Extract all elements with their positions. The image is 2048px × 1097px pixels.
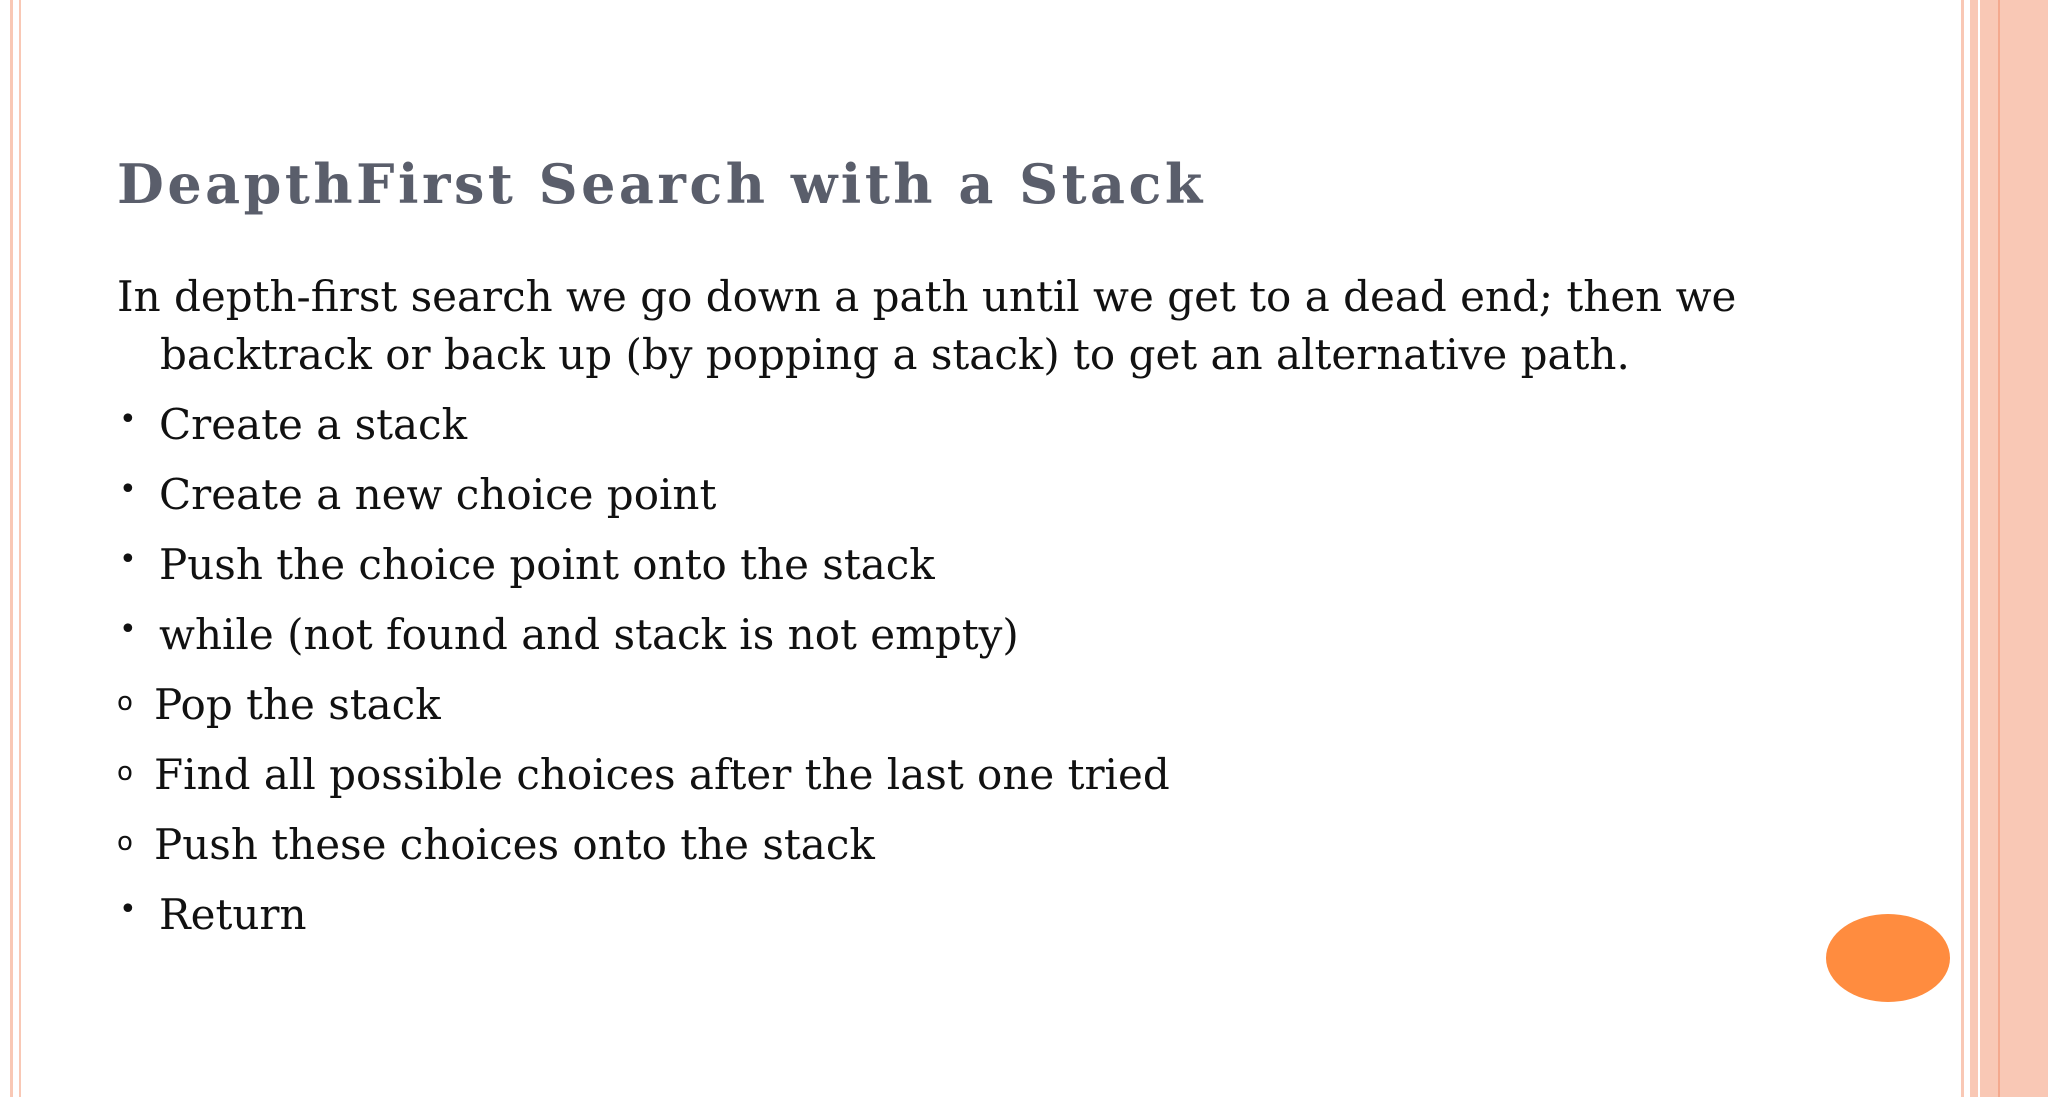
list-item-text: Find all possible choices after the last one tried	[154, 750, 1170, 799]
list-item-text: Push these choices onto the stack	[154, 820, 875, 869]
left-border-line-inner	[19, 0, 21, 1097]
bullet-icon: •	[119, 542, 137, 577]
list-item	[117, 530, 1817, 600]
list-item-text: while (not found and stack is not empty)	[159, 610, 1019, 659]
circle-bullet-icon: o	[117, 687, 133, 717]
left-border-line	[10, 0, 13, 1097]
slide-title: DeapthFirst Search with a Stack	[117, 152, 1206, 216]
list-item-text: Push the choice point onto the stack	[159, 540, 935, 589]
list-item	[117, 390, 1817, 460]
list-item	[117, 810, 1817, 880]
slide-body	[117, 268, 1817, 950]
intro-paragraph: In depth-first search we go down a path until we get to a dead end; then we backtrack or back up (by popping a stack) to get an alternative path.	[117, 272, 1737, 379]
right-border-band	[1970, 0, 1978, 1097]
right-border-line	[1961, 0, 1964, 1097]
list-item	[117, 740, 1817, 810]
list-item-text: Create a new choice point	[159, 470, 717, 519]
bullet-icon: •	[119, 612, 137, 647]
circle-bullet-icon: o	[117, 827, 133, 857]
list-item	[117, 600, 1817, 670]
list-item-text: Pop the stack	[154, 680, 441, 729]
bullet-icon: •	[119, 402, 137, 437]
bullet-icon: •	[119, 892, 137, 927]
list-item	[117, 670, 1817, 740]
list-item	[117, 460, 1817, 530]
circle-bullet-icon: o	[117, 757, 133, 787]
list-item-text: Return	[159, 890, 307, 939]
right-border-line-inner	[1998, 0, 2000, 1097]
right-border-band-wide	[1980, 0, 2048, 1097]
bullet-list	[117, 390, 1817, 950]
accent-circle	[1826, 914, 1950, 1002]
list-item	[117, 880, 1817, 950]
list-item-text: Create a stack	[159, 400, 468, 449]
bullet-icon: •	[119, 472, 137, 507]
